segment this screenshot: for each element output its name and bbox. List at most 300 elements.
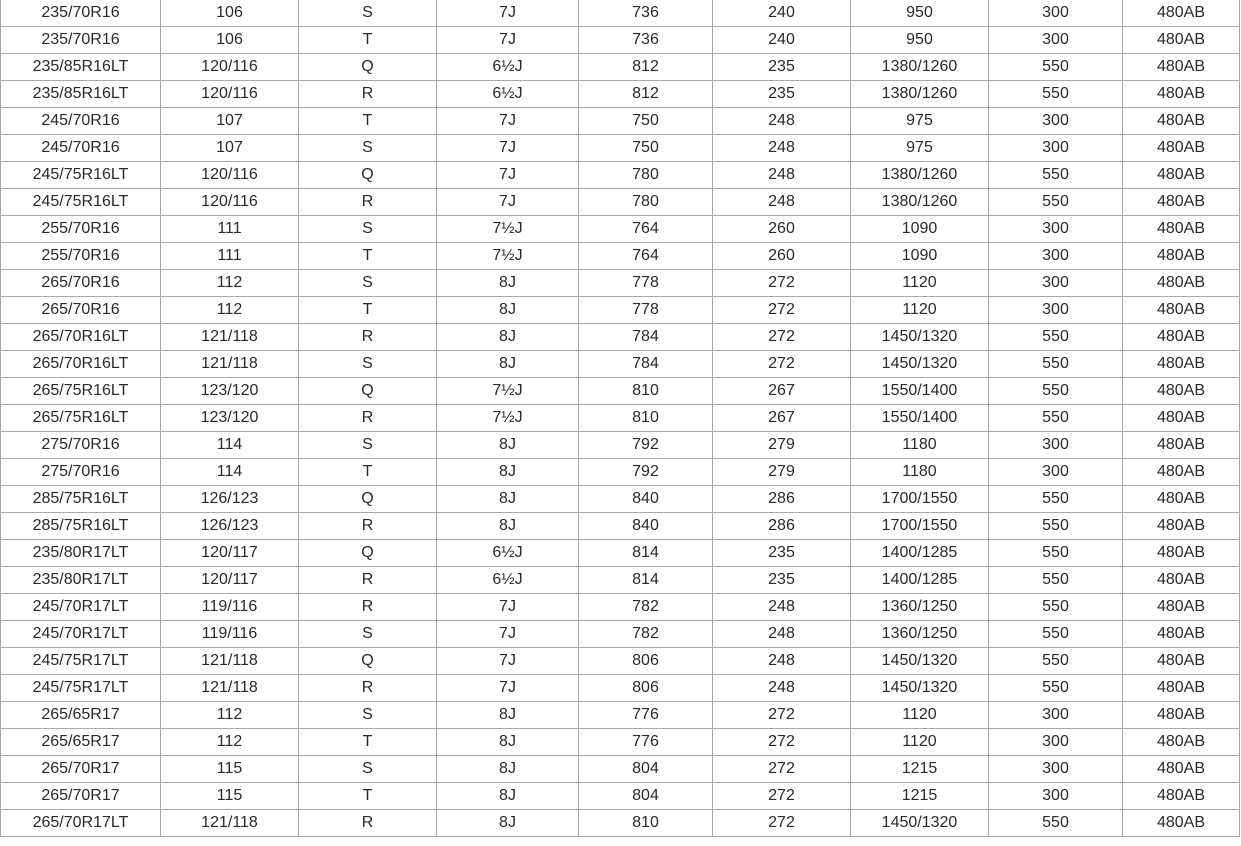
cell-pressure: 300 (989, 729, 1123, 756)
cell-pressure: 550 (989, 189, 1123, 216)
cell-speed-symbol: Q (299, 54, 437, 81)
cell-pressure: 300 (989, 216, 1123, 243)
cell-width: 267 (713, 378, 851, 405)
cell-pressure: 550 (989, 540, 1123, 567)
cell-diameter: 792 (579, 459, 713, 486)
cell-speed-symbol: T (299, 459, 437, 486)
cell-load-index: 114 (161, 459, 299, 486)
cell-width: 272 (713, 351, 851, 378)
cell-diameter: 804 (579, 756, 713, 783)
cell-speed-symbol: S (299, 432, 437, 459)
cell-diameter: 764 (579, 243, 713, 270)
cell-width: 248 (713, 621, 851, 648)
cell-speed-symbol: S (299, 756, 437, 783)
cell-load: 1360/1250 (851, 594, 989, 621)
cell-pressure: 550 (989, 648, 1123, 675)
cell-diameter: 782 (579, 594, 713, 621)
cell-code: 480AB (1123, 378, 1240, 405)
cell-code: 480AB (1123, 405, 1240, 432)
cell-load: 1120 (851, 270, 989, 297)
cell-size: 245/75R16LT (1, 189, 161, 216)
cell-diameter: 810 (579, 378, 713, 405)
cell-pressure: 550 (989, 594, 1123, 621)
cell-rim: 7J (437, 27, 579, 54)
cell-width: 235 (713, 567, 851, 594)
cell-width: 248 (713, 594, 851, 621)
cell-load: 1450/1320 (851, 648, 989, 675)
cell-size: 265/70R16 (1, 270, 161, 297)
table-row (1, 486, 1240, 513)
cell-code: 480AB (1123, 81, 1240, 108)
cell-load: 1400/1285 (851, 567, 989, 594)
cell-pressure: 550 (989, 567, 1123, 594)
cell-rim: 7½J (437, 378, 579, 405)
cell-size: 235/70R16 (1, 27, 161, 54)
cell-diameter: 736 (579, 27, 713, 54)
cell-width: 248 (713, 108, 851, 135)
cell-code: 480AB (1123, 648, 1240, 675)
cell-width: 248 (713, 135, 851, 162)
cell-load: 1090 (851, 243, 989, 270)
cell-speed-symbol: S (299, 621, 437, 648)
cell-width: 272 (713, 783, 851, 810)
cell-load: 1380/1260 (851, 162, 989, 189)
table-row (1, 297, 1240, 324)
cell-pressure: 550 (989, 675, 1123, 702)
cell-load-index: 121/118 (161, 675, 299, 702)
cell-size: 235/80R17LT (1, 567, 161, 594)
cell-code: 480AB (1123, 189, 1240, 216)
cell-load: 1215 (851, 756, 989, 783)
cell-speed-symbol: R (299, 594, 437, 621)
cell-code: 480AB (1123, 621, 1240, 648)
cell-load-index: 126/123 (161, 513, 299, 540)
cell-code: 480AB (1123, 729, 1240, 756)
cell-size: 265/70R17 (1, 783, 161, 810)
cell-load-index: 120/116 (161, 189, 299, 216)
cell-code: 480AB (1123, 567, 1240, 594)
cell-size: 245/75R17LT (1, 675, 161, 702)
cell-width: 272 (713, 702, 851, 729)
cell-load-index: 121/118 (161, 810, 299, 837)
cell-diameter: 812 (579, 54, 713, 81)
cell-load-index: 112 (161, 270, 299, 297)
cell-pressure: 550 (989, 513, 1123, 540)
cell-load: 1450/1320 (851, 675, 989, 702)
cell-size: 265/65R17 (1, 702, 161, 729)
cell-code: 480AB (1123, 432, 1240, 459)
cell-load-index: 112 (161, 297, 299, 324)
cell-pressure: 550 (989, 162, 1123, 189)
cell-load-index: 123/120 (161, 405, 299, 432)
table-row (1, 540, 1240, 567)
cell-speed-symbol: S (299, 351, 437, 378)
cell-diameter: 784 (579, 324, 713, 351)
cell-width: 235 (713, 54, 851, 81)
cell-code: 480AB (1123, 108, 1240, 135)
cell-width: 248 (713, 648, 851, 675)
cell-speed-symbol: R (299, 189, 437, 216)
cell-load-index: 126/123 (161, 486, 299, 513)
cell-load-index: 114 (161, 432, 299, 459)
cell-load: 1090 (851, 216, 989, 243)
cell-load: 1215 (851, 783, 989, 810)
cell-width: 272 (713, 297, 851, 324)
cell-diameter: 792 (579, 432, 713, 459)
cell-load: 1550/1400 (851, 378, 989, 405)
cell-load: 1180 (851, 459, 989, 486)
cell-code: 480AB (1123, 702, 1240, 729)
cell-rim: 7J (437, 621, 579, 648)
cell-load: 1120 (851, 702, 989, 729)
cell-diameter: 778 (579, 270, 713, 297)
cell-load: 950 (851, 27, 989, 54)
table-row (1, 729, 1240, 756)
cell-diameter: 778 (579, 297, 713, 324)
cell-rim: 8J (437, 459, 579, 486)
cell-load-index: 111 (161, 216, 299, 243)
cell-diameter: 806 (579, 648, 713, 675)
table-row (1, 621, 1240, 648)
cell-pressure: 550 (989, 486, 1123, 513)
cell-speed-symbol: R (299, 810, 437, 837)
cell-load: 975 (851, 108, 989, 135)
cell-load: 1180 (851, 432, 989, 459)
cell-pressure: 300 (989, 108, 1123, 135)
table-row (1, 135, 1240, 162)
cell-rim: 8J (437, 513, 579, 540)
cell-load-index: 107 (161, 108, 299, 135)
cell-speed-symbol: T (299, 108, 437, 135)
table-body (1, 0, 1240, 837)
cell-diameter: 750 (579, 135, 713, 162)
table-row (1, 648, 1240, 675)
cell-speed-symbol: S (299, 216, 437, 243)
table-row (1, 675, 1240, 702)
table-row (1, 351, 1240, 378)
cell-code: 480AB (1123, 459, 1240, 486)
cell-diameter: 810 (579, 405, 713, 432)
cell-width: 248 (713, 162, 851, 189)
cell-size: 265/70R16LT (1, 351, 161, 378)
cell-size: 235/70R16 (1, 0, 161, 27)
cell-pressure: 300 (989, 459, 1123, 486)
cell-width: 272 (713, 270, 851, 297)
table-row (1, 270, 1240, 297)
cell-speed-symbol: R (299, 513, 437, 540)
cell-code: 480AB (1123, 756, 1240, 783)
cell-size: 255/70R16 (1, 216, 161, 243)
cell-pressure: 550 (989, 81, 1123, 108)
cell-diameter: 814 (579, 540, 713, 567)
cell-size: 245/70R16 (1, 135, 161, 162)
cell-load: 1450/1320 (851, 351, 989, 378)
cell-rim: 8J (437, 486, 579, 513)
cell-load-index: 120/117 (161, 540, 299, 567)
table-row (1, 756, 1240, 783)
cell-load: 1120 (851, 729, 989, 756)
cell-load-index: 111 (161, 243, 299, 270)
cell-speed-symbol: R (299, 81, 437, 108)
cell-load-index: 119/116 (161, 594, 299, 621)
cell-code: 480AB (1123, 513, 1240, 540)
cell-pressure: 300 (989, 432, 1123, 459)
cell-diameter: 810 (579, 810, 713, 837)
cell-width: 260 (713, 243, 851, 270)
cell-load-index: 120/116 (161, 81, 299, 108)
cell-size: 235/85R16LT (1, 81, 161, 108)
table-row (1, 783, 1240, 810)
cell-pressure: 300 (989, 297, 1123, 324)
cell-code: 480AB (1123, 810, 1240, 837)
cell-load: 1380/1260 (851, 54, 989, 81)
cell-width: 279 (713, 432, 851, 459)
cell-width: 272 (713, 324, 851, 351)
cell-code: 480AB (1123, 351, 1240, 378)
cell-diameter: 814 (579, 567, 713, 594)
cell-speed-symbol: Q (299, 648, 437, 675)
cell-speed-symbol: Q (299, 378, 437, 405)
cell-rim: 8J (437, 324, 579, 351)
cell-rim: 6½J (437, 54, 579, 81)
cell-width: 240 (713, 0, 851, 27)
cell-load: 1550/1400 (851, 405, 989, 432)
cell-load: 1380/1260 (851, 81, 989, 108)
cell-speed-symbol: Q (299, 540, 437, 567)
cell-speed-symbol: S (299, 135, 437, 162)
cell-diameter: 806 (579, 675, 713, 702)
cell-rim: 7J (437, 648, 579, 675)
cell-pressure: 550 (989, 810, 1123, 837)
cell-load-index: 107 (161, 135, 299, 162)
cell-rim: 8J (437, 432, 579, 459)
cell-code: 480AB (1123, 54, 1240, 81)
cell-load: 950 (851, 0, 989, 27)
cell-code: 480AB (1123, 594, 1240, 621)
cell-code: 480AB (1123, 486, 1240, 513)
cell-load-index: 120/116 (161, 162, 299, 189)
cell-load-index: 115 (161, 783, 299, 810)
cell-code: 480AB (1123, 540, 1240, 567)
cell-width: 286 (713, 513, 851, 540)
table-row (1, 432, 1240, 459)
cell-rim: 6½J (437, 81, 579, 108)
cell-rim: 7J (437, 162, 579, 189)
cell-code: 480AB (1123, 216, 1240, 243)
cell-diameter: 784 (579, 351, 713, 378)
cell-pressure: 550 (989, 621, 1123, 648)
table-row (1, 324, 1240, 351)
cell-rim: 8J (437, 810, 579, 837)
cell-pressure: 550 (989, 324, 1123, 351)
cell-width: 235 (713, 540, 851, 567)
cell-rim: 7J (437, 189, 579, 216)
cell-rim: 8J (437, 297, 579, 324)
cell-rim: 7J (437, 675, 579, 702)
cell-rim: 7J (437, 135, 579, 162)
cell-size: 265/75R16LT (1, 405, 161, 432)
cell-speed-symbol: T (299, 729, 437, 756)
cell-speed-symbol: Q (299, 486, 437, 513)
cell-size: 285/75R16LT (1, 513, 161, 540)
cell-size: 265/65R17 (1, 729, 161, 756)
cell-pressure: 550 (989, 351, 1123, 378)
cell-diameter: 776 (579, 702, 713, 729)
cell-load-index: 123/120 (161, 378, 299, 405)
cell-load: 1700/1550 (851, 513, 989, 540)
cell-speed-symbol: T (299, 243, 437, 270)
cell-load-index: 112 (161, 702, 299, 729)
table-row (1, 405, 1240, 432)
cell-rim: 8J (437, 729, 579, 756)
cell-width: 248 (713, 189, 851, 216)
cell-size: 245/75R16LT (1, 162, 161, 189)
cell-pressure: 550 (989, 378, 1123, 405)
cell-code: 480AB (1123, 243, 1240, 270)
cell-load: 1380/1260 (851, 189, 989, 216)
cell-size: 245/70R17LT (1, 594, 161, 621)
cell-width: 286 (713, 486, 851, 513)
cell-pressure: 550 (989, 405, 1123, 432)
cell-diameter: 782 (579, 621, 713, 648)
cell-size: 245/75R17LT (1, 648, 161, 675)
cell-speed-symbol: T (299, 27, 437, 54)
cell-pressure: 300 (989, 270, 1123, 297)
cell-pressure: 300 (989, 135, 1123, 162)
cell-rim: 7½J (437, 405, 579, 432)
cell-load-index: 119/116 (161, 621, 299, 648)
cell-size: 265/75R16LT (1, 378, 161, 405)
cell-width: 235 (713, 81, 851, 108)
cell-diameter: 804 (579, 783, 713, 810)
cell-load: 1450/1320 (851, 810, 989, 837)
cell-code: 480AB (1123, 324, 1240, 351)
cell-pressure: 300 (989, 756, 1123, 783)
cell-diameter: 764 (579, 216, 713, 243)
cell-rim: 8J (437, 702, 579, 729)
cell-pressure: 300 (989, 27, 1123, 54)
table-row (1, 459, 1240, 486)
table-row (1, 513, 1240, 540)
cell-diameter: 736 (579, 0, 713, 27)
cell-load-index: 106 (161, 27, 299, 54)
cell-speed-symbol: S (299, 702, 437, 729)
cell-rim: 7J (437, 0, 579, 27)
table-row (1, 189, 1240, 216)
cell-width: 267 (713, 405, 851, 432)
cell-speed-symbol: S (299, 0, 437, 27)
cell-code: 480AB (1123, 675, 1240, 702)
table-row (1, 108, 1240, 135)
cell-diameter: 840 (579, 486, 713, 513)
cell-code: 480AB (1123, 27, 1240, 54)
table-row (1, 810, 1240, 837)
cell-size: 275/70R16 (1, 432, 161, 459)
cell-pressure: 300 (989, 0, 1123, 27)
cell-code: 480AB (1123, 162, 1240, 189)
cell-load-index: 120/116 (161, 54, 299, 81)
table-row (1, 702, 1240, 729)
cell-size: 265/70R16LT (1, 324, 161, 351)
table-row (1, 54, 1240, 81)
cell-size: 245/70R17LT (1, 621, 161, 648)
cell-speed-symbol: R (299, 324, 437, 351)
cell-speed-symbol: T (299, 783, 437, 810)
cell-size: 235/80R17LT (1, 540, 161, 567)
cell-rim: 7J (437, 594, 579, 621)
cell-size: 255/70R16 (1, 243, 161, 270)
cell-rim: 6½J (437, 567, 579, 594)
cell-pressure: 550 (989, 54, 1123, 81)
cell-width: 260 (713, 216, 851, 243)
cell-size: 275/70R16 (1, 459, 161, 486)
cell-pressure: 300 (989, 783, 1123, 810)
cell-load-index: 121/118 (161, 324, 299, 351)
cell-width: 240 (713, 27, 851, 54)
cell-code: 480AB (1123, 783, 1240, 810)
cell-size: 265/70R17LT (1, 810, 161, 837)
cell-size: 285/75R16LT (1, 486, 161, 513)
cell-rim: 8J (437, 270, 579, 297)
table-row (1, 243, 1240, 270)
cell-load: 1450/1320 (851, 324, 989, 351)
cell-rim: 8J (437, 351, 579, 378)
cell-load-index: 120/117 (161, 567, 299, 594)
table-row (1, 162, 1240, 189)
cell-rim: 8J (437, 783, 579, 810)
cell-diameter: 812 (579, 81, 713, 108)
cell-size: 235/85R16LT (1, 54, 161, 81)
cell-load: 975 (851, 135, 989, 162)
cell-code: 480AB (1123, 297, 1240, 324)
cell-diameter: 750 (579, 108, 713, 135)
cell-load: 1120 (851, 297, 989, 324)
cell-code: 480AB (1123, 270, 1240, 297)
cell-diameter: 780 (579, 189, 713, 216)
cell-load-index: 112 (161, 729, 299, 756)
cell-diameter: 840 (579, 513, 713, 540)
cell-size: 245/70R16 (1, 108, 161, 135)
table-row (1, 81, 1240, 108)
table-row (1, 216, 1240, 243)
cell-speed-symbol: S (299, 270, 437, 297)
cell-width: 272 (713, 756, 851, 783)
cell-width: 272 (713, 729, 851, 756)
cell-load-index: 121/118 (161, 351, 299, 378)
cell-rim: 7½J (437, 216, 579, 243)
cell-rim: 8J (437, 756, 579, 783)
cell-diameter: 776 (579, 729, 713, 756)
cell-size: 265/70R16 (1, 297, 161, 324)
cell-pressure: 300 (989, 243, 1123, 270)
cell-speed-symbol: R (299, 675, 437, 702)
table-row (1, 27, 1240, 54)
table-row (1, 594, 1240, 621)
cell-speed-symbol: Q (299, 162, 437, 189)
cell-pressure: 300 (989, 702, 1123, 729)
cell-load: 1360/1250 (851, 621, 989, 648)
cell-load-index: 115 (161, 756, 299, 783)
cell-rim: 7J (437, 108, 579, 135)
cell-code: 480AB (1123, 0, 1240, 27)
table-row (1, 567, 1240, 594)
cell-width: 279 (713, 459, 851, 486)
cell-load: 1700/1550 (851, 486, 989, 513)
cell-size: 265/70R17 (1, 756, 161, 783)
cell-diameter: 780 (579, 162, 713, 189)
cell-load: 1400/1285 (851, 540, 989, 567)
cell-load-index: 121/118 (161, 648, 299, 675)
